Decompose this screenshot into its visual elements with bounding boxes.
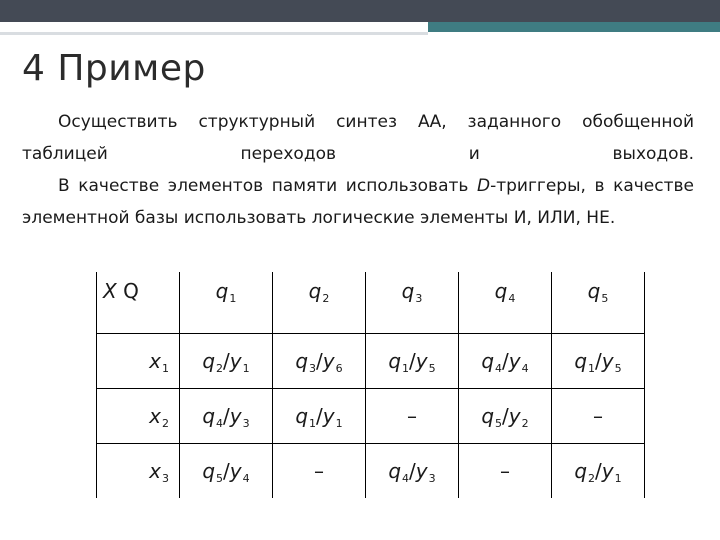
column-header-q3: $q_3$ — [366, 272, 459, 334]
transition-output-table — [96, 272, 645, 498]
table-corner-cell: X Q — [97, 272, 180, 334]
table-cell: $q_2/y_1$ — [552, 444, 645, 499]
column-header-q4: $q_4$ — [459, 272, 552, 334]
table-cell: $q_2/y_1$ — [180, 334, 273, 389]
table-cell: $q_1/y_5$ — [366, 334, 459, 389]
paragraph-conditions-lead: В качестве элементов памяти использовать — [58, 176, 477, 196]
row-header-x2: $x_2$ — [97, 389, 180, 444]
row-header-x1: $x_1$ — [97, 334, 180, 389]
table-row-x2 — [97, 389, 645, 444]
paragraph-task: Осуществить структурный синтез АА, заданного обобщенной таблицей переходов и выходов. — [22, 112, 694, 164]
top-bar-light-strip — [0, 32, 428, 35]
table-cell-empty: – — [459, 444, 552, 499]
table-cell: $q_1/y_1$ — [273, 389, 366, 444]
d-trigger-letter: D — [476, 176, 491, 196]
table-cell: $q_5/y_2$ — [459, 389, 552, 444]
table-cell: $q_4/y_3$ — [180, 389, 273, 444]
column-header-q5: $q_5$ — [552, 272, 645, 334]
paragraph-conditions-tail: -триггеры, в качестве элементной базы использовать логические элементы И, ИЛИ, НЕ. — [22, 176, 694, 228]
table-cell-empty: – — [552, 389, 645, 444]
column-header-q1: $q_1$ — [180, 272, 273, 334]
table-cell: $q_3/y_6$ — [273, 334, 366, 389]
table-cell-empty: – — [366, 389, 459, 444]
top-bar-accent — [428, 22, 720, 32]
column-header-q2: $q_2$ — [273, 272, 366, 334]
table-row-x3 — [97, 444, 645, 499]
row-header-x3: $x_3$ — [97, 444, 180, 499]
slide-title: 4 Пример — [22, 48, 206, 89]
top-bar — [0, 0, 720, 22]
table-header-row — [97, 272, 645, 334]
paragraph-conditions — [22, 170, 694, 234]
table-cell: $q_4/y_3$ — [366, 444, 459, 499]
table-cell: $q_5/y_4$ — [180, 444, 273, 499]
table-cell: $q_1/y_5$ — [552, 334, 645, 389]
table-row-x1 — [97, 334, 645, 389]
table-cell-empty: – — [273, 444, 366, 499]
slide-body — [22, 106, 694, 234]
table-cell: $q_4/y_4$ — [459, 334, 552, 389]
